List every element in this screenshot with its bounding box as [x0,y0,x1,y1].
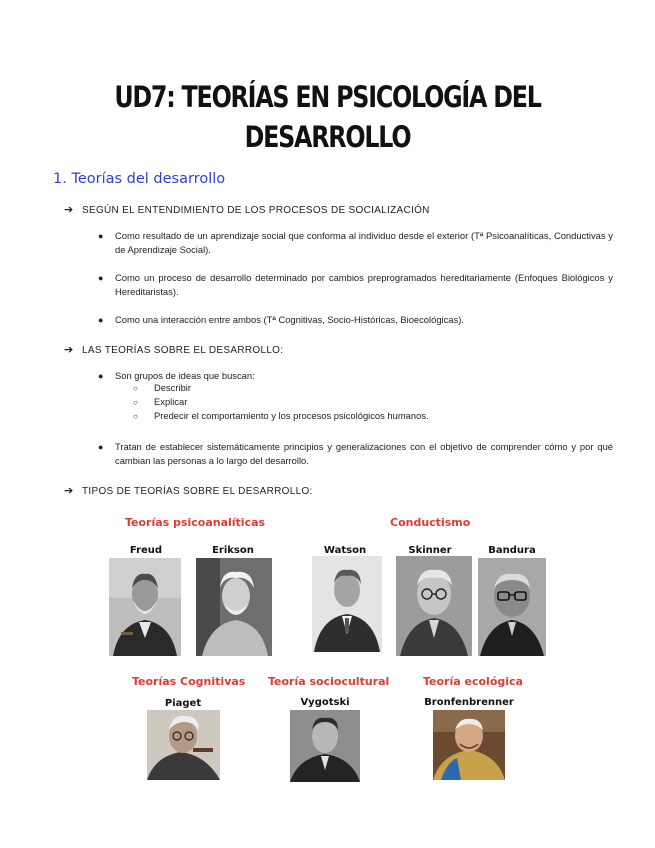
page-title-line-2: DESARROLLO [244,120,411,154]
arrow-icon: ➔ [64,485,74,497]
bullet-icon: ● [98,371,104,381]
list-item [98,271,613,299]
section-heading: 1. Teorías del desarrollo [53,171,226,187]
category-cognitivas: Teorías Cognitivas [132,675,246,688]
list-item-text: Como una interacción entre ambos (Tª Cognitivas, Socio-Históricas, Bioecológicas). [115,314,464,325]
page-title-line-1: UD7: TEORÍAS EN PSICOLOGÍA DEL [114,80,541,114]
arrow-item-label: TIPOS DE TEORÍAS SOBRE EL DESARROLLO: [82,486,313,497]
list-item [98,229,613,257]
arrow-icon: ➔ [64,344,74,356]
vygotski-portrait-image [290,710,360,782]
list-item-text: Tratan de establecer sistemáticamente principios y generalizaciones con el objetivo de comprender cómo y por qué cambian las personas a lo largo del desarrollo. [115,441,613,466]
arrow-item-tipos [64,484,313,497]
theorist-name-watson: Watson [323,545,367,556]
arrow-item-socializacion [64,203,430,216]
theorist-name-skinner: Skinner [408,545,452,556]
list-item-text: Son grupos de ideas que buscan: [115,370,255,381]
erikson-portrait-image [196,558,272,656]
category-sociocultural: Teoría sociocultural [268,675,390,688]
theorist-name-erikson: Erikson [212,545,254,556]
bandura-portrait-image [478,558,546,656]
list-item [98,313,613,327]
sub-list-item [133,410,429,421]
theorist-name-vygotski: Vygotski [300,697,350,708]
list-item [98,369,613,383]
arrow-item-teorias [64,343,283,356]
category-psicoanaliticas: Teorías psicoanalíticas [125,516,266,529]
sub-list-item-text: Predecir el comportamiento y los procesos psicológicos humanos. [154,410,429,421]
theorist-name-freud: Freud [129,545,163,556]
circle-bullet-icon: ○ [133,384,138,393]
list-item-text: Como un proceso de desarrollo determinado por cambios preprogramados hereditariamente (Enfoques Biológicos y Hereditaristas). [115,272,613,297]
bullet-icon: ● [98,315,104,325]
freud-portrait-image [109,558,181,656]
category-conductismo: Conductismo [390,516,471,529]
theorist-name-bronfenbrenner: Bronfenbrenner [424,697,514,708]
arrow-item-label: LAS TEORÍAS SOBRE EL DESARROLLO: [82,345,284,356]
sub-list-item-text: Describir [154,382,191,393]
skinner-portrait-image [396,556,472,656]
bullet-icon: ● [98,273,104,283]
category-ecologica: Teoría ecológica [423,675,523,688]
theorist-name-bandura: Bandura [488,545,536,556]
sub-list-item-text: Explicar [154,396,188,407]
bronfenbrenner-portrait-image [433,710,505,780]
arrow-icon: ➔ [64,204,74,216]
arrow-item-label: SEGÚN EL ENTENDIMIENTO DE LOS PROCESOS DE SOCIALIZACIÓN [82,205,430,216]
bullet-icon: ● [98,231,104,241]
sub-list-item [133,396,187,407]
sub-list-item [133,382,191,393]
bullet-icon: ● [98,442,104,452]
list-item [98,440,613,468]
watson-portrait-image [312,556,382,652]
piaget-portrait-image [147,710,220,780]
theorist-name-piaget: Piaget [164,698,202,709]
circle-bullet-icon: ○ [133,398,138,407]
list-item-text: Como resultado de un aprendizaje social que conforma al individuo desde el exterior (Tª Psicoanalíticas, Conductivas y de Aprendizaje Social). [115,230,613,255]
circle-bullet-icon: ○ [133,412,138,421]
